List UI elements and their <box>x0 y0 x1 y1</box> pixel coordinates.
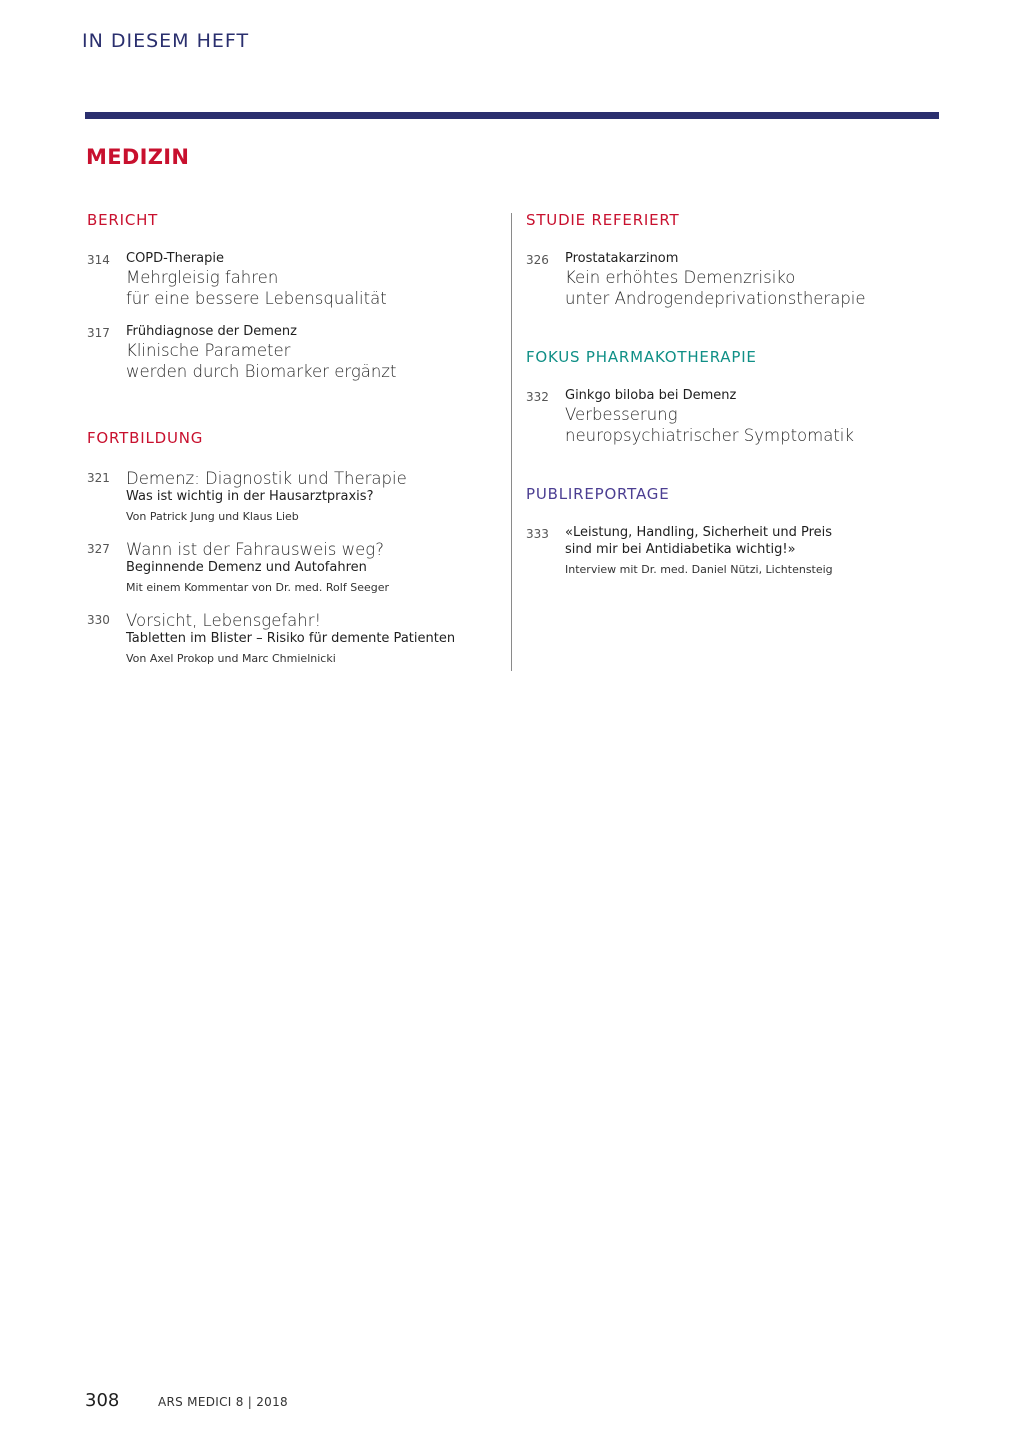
entry-headline: unter Androgendeprivationstherapie <box>565 289 866 308</box>
entry-author: Von Patrick Jung und Klaus Lieb <box>126 510 299 523</box>
top-rule <box>85 112 939 119</box>
entry-kicker: sind mir bei Antidiabetika wichtig!» <box>565 542 796 557</box>
page-number: 330 <box>87 613 110 627</box>
entry-headline: Kein erhöhtes Demenzrisiko <box>565 268 796 287</box>
section-title: MEDIZIN <box>86 145 190 169</box>
toc-entry[interactable] <box>526 250 946 309</box>
category-fokus-pharmakotherapie: FOKUS PHARMAKOTHERAPIE <box>526 348 757 366</box>
entry-headline: für eine bessere Lebensqualität <box>126 289 387 308</box>
left-column <box>87 210 497 681</box>
page-number: 332 <box>526 390 549 404</box>
entry-subline: Tabletten im Blister – Risiko für demente Patienten <box>126 631 456 646</box>
footer-page-number: 308 <box>85 1390 120 1411</box>
entry-subline: Beginnende Demenz und Autofahren <box>126 560 367 575</box>
entry-kicker: Frühdiagnose der Demenz <box>126 324 297 339</box>
category-bericht: BERICHT <box>87 211 159 229</box>
page-number: 327 <box>87 542 110 556</box>
right-column <box>526 210 946 592</box>
entry-headline: Wann ist der Fahrausweis weg? <box>126 540 384 559</box>
entry-headline: neuropsychiatrischer Symptomatik <box>565 426 854 445</box>
entry-headline: werden durch Biomarker ergänzt <box>126 362 397 381</box>
category-fortbildung: FORTBILDUNG <box>87 429 204 447</box>
entry-headline: Demenz: Diagnostik und Therapie <box>126 469 407 488</box>
entry-headline: Vorsicht, Lebensgefahr! <box>126 611 322 630</box>
entry-author: Mit einem Kommentar von Dr. med. Rolf Seeger <box>126 581 390 594</box>
entry-kicker: Ginkgo biloba bei Demenz <box>565 388 737 403</box>
page-number: 314 <box>87 253 110 267</box>
entry-kicker: COPD-Therapie <box>126 251 225 266</box>
toc-entry[interactable] <box>526 387 946 446</box>
toc-entry[interactable] <box>526 524 946 578</box>
entry-author: Interview mit Dr. med. Daniel Nützi, Lichtensteig <box>565 563 833 576</box>
entry-headline: Mehrgleisig fahren <box>126 268 279 287</box>
entry-subline: Was ist wichtig in der Hausarztpraxis? <box>126 489 374 504</box>
toc-entry[interactable] <box>87 468 497 525</box>
footer-publication: ARS MEDICI 8 | 2018 <box>158 1395 288 1409</box>
entry-kicker: «Leistung, Handling, Sicherheit und Preis <box>565 525 833 540</box>
running-header: IN DIESEM HEFT <box>82 30 250 52</box>
page-number: 317 <box>87 326 110 340</box>
page-number: 326 <box>526 253 549 267</box>
page-number: 333 <box>526 527 549 541</box>
entry-author: Von Axel Prokop und Marc Chmielnicki <box>126 652 336 665</box>
entry-headline: Verbesserung <box>565 405 678 424</box>
page-number: 321 <box>87 471 110 485</box>
toc-entry[interactable] <box>87 250 497 309</box>
entry-headline: Klinische Parameter <box>126 341 291 360</box>
toc-entry[interactable] <box>87 610 497 667</box>
entry-kicker: Prostatakarzinom <box>565 251 679 266</box>
category-studie-referiert: STUDIE REFERIERT <box>526 211 680 229</box>
toc-entry[interactable] <box>87 323 497 382</box>
toc-entry[interactable] <box>87 539 497 596</box>
column-divider <box>511 213 512 671</box>
category-publireportage: PUBLIREPORTAGE <box>526 485 670 503</box>
